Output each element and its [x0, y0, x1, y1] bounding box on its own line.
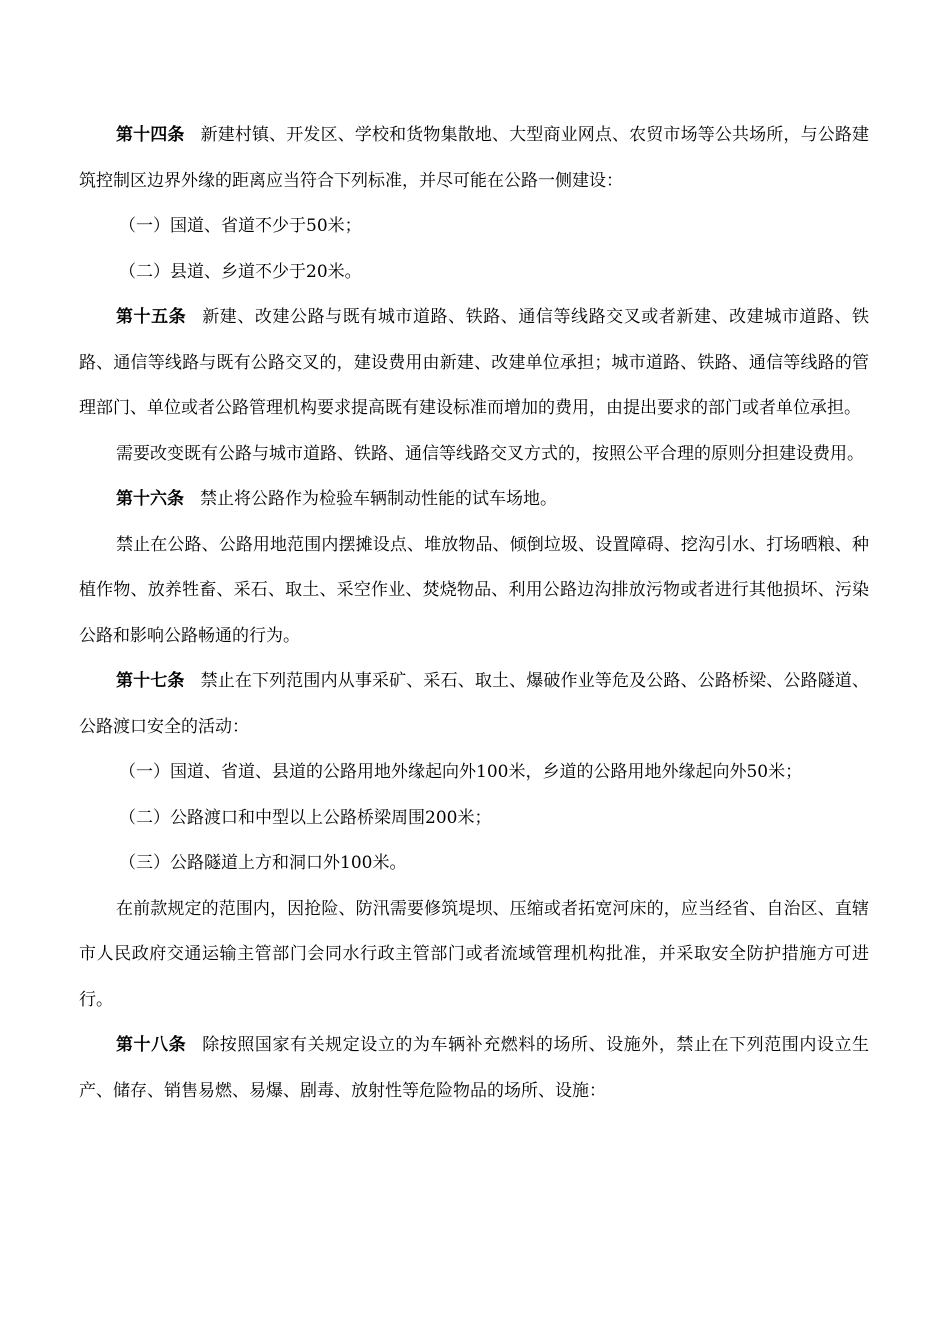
document-body — [79, 113, 869, 1114]
list-item — [79, 204, 869, 250]
article-paragraph — [79, 659, 869, 750]
paragraph — [79, 523, 869, 660]
paragraph-text: 禁止将公路作为检验车辆制动性能的试车场地。 — [200, 489, 557, 509]
article-number: 第十八条 — [116, 1035, 187, 1055]
paragraph-text: （一）国道、省道不少于50米； — [119, 216, 362, 236]
article-paragraph — [79, 477, 869, 523]
paragraph-text: 在前款规定的范围内，因抢险、防汛需要修筑堤坝、压缩或者拓宽河床的，应当经省、自治区、直辖市人民政府交通运输主管部门会同水行政主管部门或者流域管理机构批准，并采取安全防护措施方可进行。 — [79, 898, 869, 1010]
paragraph-text: （二）公路渡口和中型以上公路桥梁周围200米； — [119, 807, 492, 828]
paragraph-text: （一）国道、省道、县道的公路用地外缘起向外100米，乡道的公路用地外缘起向外50米； — [119, 762, 803, 782]
paragraph-text: 禁止在公路、公路用地范围内摆摊设点、堆放物品、倾倒垃圾、设置障碍、挖沟引水、打场晒粮、种植作物、放养牲畜、采石、取土、采空作业、焚烧物品、利用公路边沟排放污物或者进行其他损坏、污染公路和影响公路畅通的行为。 — [79, 534, 869, 646]
list-item — [79, 796, 869, 842]
paragraph-text: （三）公路隧道上方和洞口外100米。 — [119, 853, 407, 873]
article-number: 第十四条 — [116, 125, 185, 145]
paragraph-text: 除按照国家有关规定设立的为车辆补充燃料的场所、设施外，禁止在下列范围内设立生产、储存、销售易燃、易爆、剧毒、放射性等危险物品的场所、设施： — [79, 1035, 870, 1101]
article-number: 第十五条 — [116, 307, 187, 327]
paragraph-text: 需要改变既有公路与城市道路、铁路、通信等线路交叉方式的，按照公平合理的原则分担建设费用。 — [116, 443, 864, 464]
paragraph-text: 禁止在下列范围内从事采矿、采石、取土、爆破作业等危及公路、公路桥梁、公路隧道、公路渡口安全的活动： — [79, 671, 870, 737]
paragraph-text: 新建、改建公路与既有城市道路、铁路、通信等线路交叉或者新建、改建城市道路、铁路、通信等线路与既有公路交叉的，建设费用由新建、改建单位承担；城市道路、铁路、通信等线路的管理部门、单位或者公路管理机构要求提高既有建设标准而增加的费用，由提出要求的部门或者单位承担。 — [79, 307, 870, 418]
article-number: 第十六条 — [116, 489, 184, 509]
article-paragraph — [79, 113, 869, 204]
paragraph-text: （二）县道、乡道不少于20米。 — [119, 261, 362, 282]
article-paragraph — [79, 1023, 869, 1114]
paragraph — [79, 432, 869, 478]
list-item — [79, 750, 869, 796]
article-number: 第十七条 — [116, 671, 185, 691]
paragraph-text: 新建村镇、开发区、学校和货物集散地、大型商业网点、农贸市场等公共场所，与公路建筑控制区边界外缘的距离应当符合下列标准，并尽可能在公路一侧建设： — [79, 125, 870, 191]
list-item — [79, 841, 869, 887]
article-paragraph — [79, 295, 869, 432]
list-item — [79, 250, 869, 296]
paragraph — [79, 887, 869, 1024]
